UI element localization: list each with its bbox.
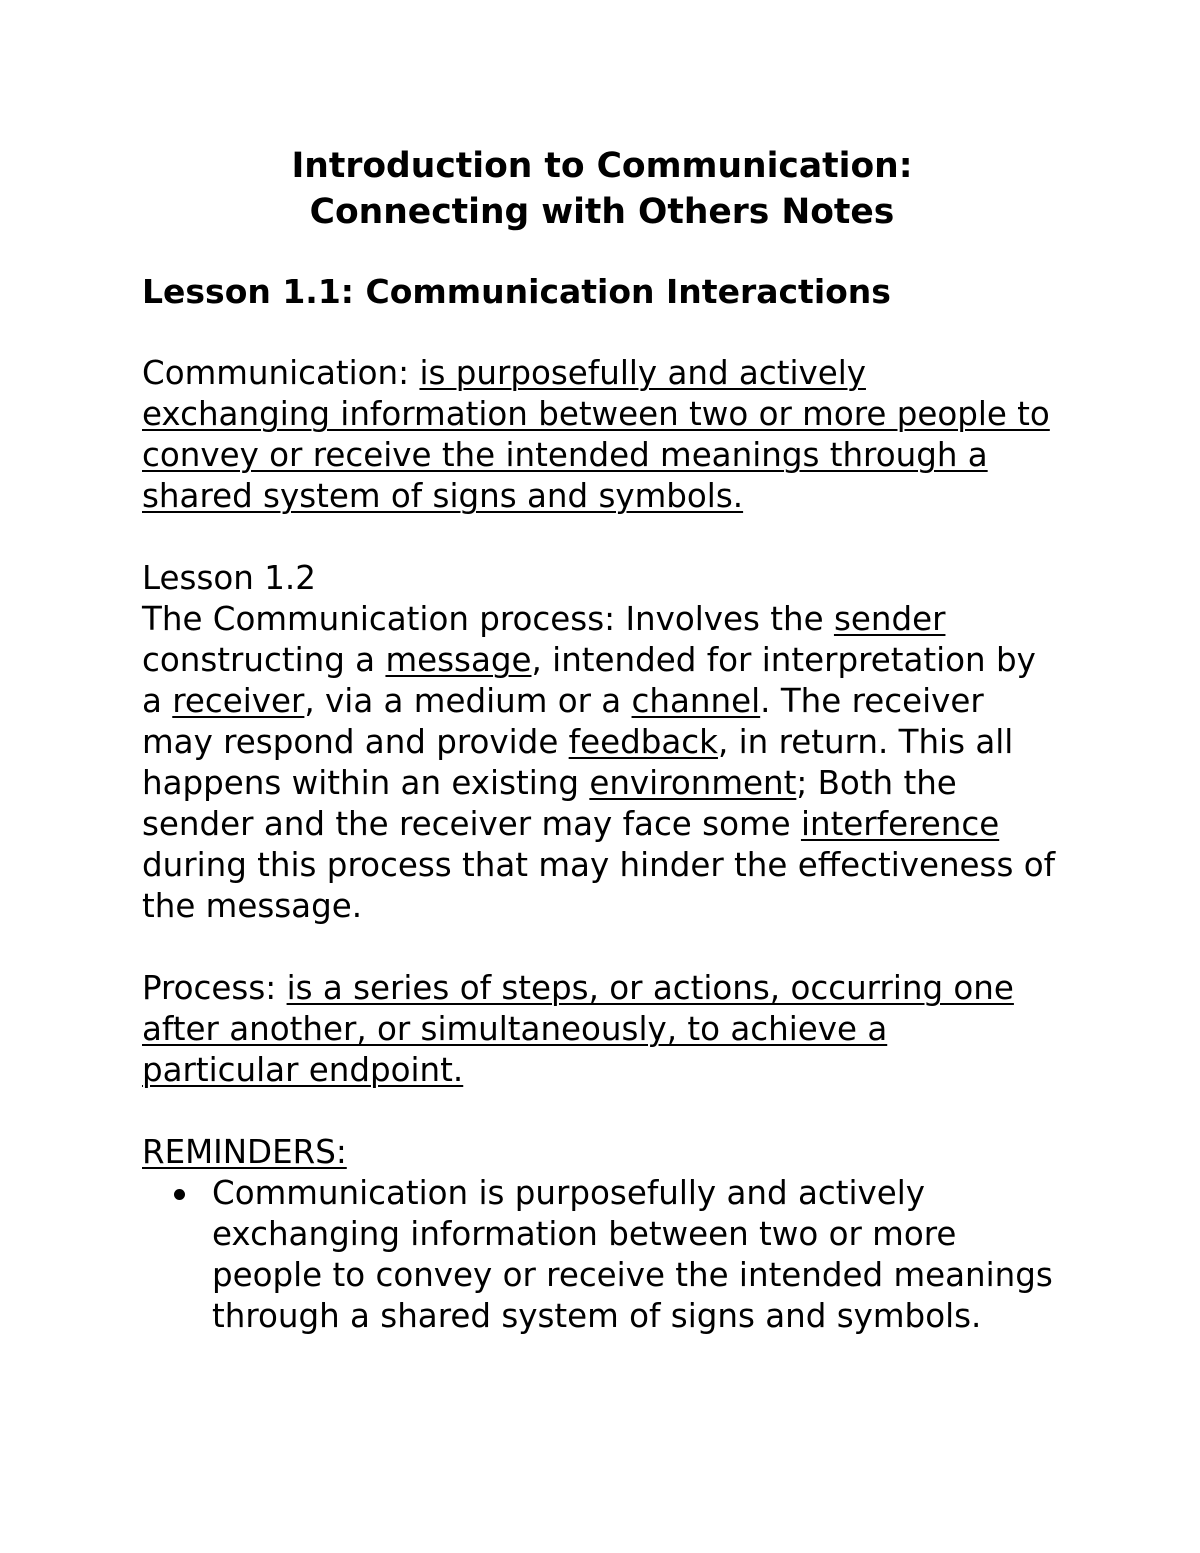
process-definition [142, 968, 1042, 1091]
communication-definition [142, 353, 1054, 517]
spacer [142, 517, 1060, 558]
reminders-heading-text: REMINDERS: [142, 1133, 347, 1171]
communication-term: Communication: [142, 354, 420, 392]
spacer [142, 927, 1060, 968]
keyword-environment: environment [589, 764, 797, 802]
lesson-1-1-heading: Lesson 1.1: Communication Interactions [142, 272, 891, 311]
spacer [142, 1091, 1060, 1132]
reminder-text: Communication is purposefully and actively exchanging information between two or more people to convey or receive the intended meanings through a shared system of signs and symbols. [212, 1174, 1053, 1335]
bullet-icon [174, 1189, 185, 1200]
keyword-channel: channel [631, 682, 761, 720]
spacer [142, 312, 1060, 353]
communication-definition-text: is purposefully and actively exchanging information between two or more people to convey or receive the intended meanings through a shared system of signs and symbols. [142, 354, 1050, 515]
title-line-2: Connecting with Others Notes [309, 192, 895, 232]
keyword-sender: sender [833, 600, 946, 638]
process-text: , via a medium or a [304, 682, 632, 720]
process-text: during this process that may hinder the effectiveness of the message. [142, 846, 1056, 925]
process-definition-text: is a series of steps, or actions, occurring one after another, or simultaneously, to achieve a particular endpoint. [142, 969, 1014, 1089]
title-line-1: Introduction to Communication: [291, 146, 913, 186]
reminders-list [142, 1173, 1060, 1337]
process-text: ; Both the sender and the receiver may face some [142, 764, 957, 843]
document-title [142, 143, 1060, 235]
process-term: Process: [142, 969, 287, 1007]
process-text: constructing a [142, 641, 386, 679]
lesson-1-2-heading: Lesson 1.2 [142, 559, 316, 597]
list-item [212, 1173, 1060, 1337]
keyword-feedback: feedback [568, 723, 718, 761]
process-text: . The receiver may respond and provide [142, 682, 984, 761]
process-text: , in return. This all happens within an existing [142, 723, 1014, 802]
keyword-interference: interference [800, 805, 1000, 843]
keyword-message: message [385, 641, 532, 679]
reminders-heading [142, 1132, 1060, 1173]
keyword-receiver: receiver [172, 682, 305, 720]
process-text: The Communication process: Involves the [142, 600, 834, 638]
process-text: , intended for interpretation by a [142, 641, 1036, 720]
communication-process-paragraph [142, 599, 1060, 927]
